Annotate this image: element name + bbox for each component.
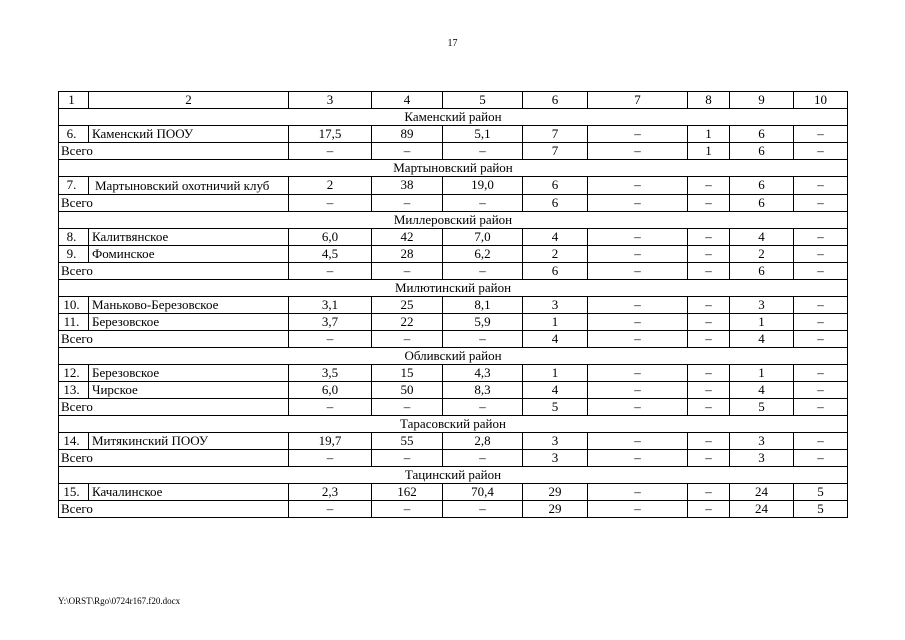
total-cell-c8: – xyxy=(688,501,730,518)
region-heading: Миллеровский район xyxy=(59,212,848,229)
total-row xyxy=(59,399,848,416)
value-cell-c7: – xyxy=(588,229,688,246)
total-cell-c8: – xyxy=(688,450,730,467)
total-cell-c5: – xyxy=(443,263,523,280)
value-cell-c4: 50 xyxy=(372,382,443,399)
value-cell-c5: 5,9 xyxy=(443,314,523,331)
total-label: Всего xyxy=(59,263,289,280)
total-cell-c5: – xyxy=(443,501,523,518)
value-cell-c3: 6,0 xyxy=(289,229,372,246)
table-row xyxy=(59,297,848,314)
total-cell-c3: – xyxy=(289,195,372,212)
total-cell-c7: – xyxy=(588,195,688,212)
value-cell-c3: 3,7 xyxy=(289,314,372,331)
column-number-cell: 1 xyxy=(59,92,89,109)
total-cell-c6: 29 xyxy=(523,501,588,518)
region-row xyxy=(59,280,848,297)
value-cell-c10: – xyxy=(794,246,848,263)
value-cell-c5: 2,8 xyxy=(443,433,523,450)
region-heading: Мартыновский район xyxy=(59,160,848,177)
row-number: 7. xyxy=(59,177,89,195)
total-cell-c5: – xyxy=(443,195,523,212)
total-label: Всего xyxy=(59,143,289,160)
value-cell-c10: – xyxy=(794,433,848,450)
column-number-cell: 2 xyxy=(89,92,289,109)
total-cell-c10: – xyxy=(794,399,848,416)
table-row xyxy=(59,246,848,263)
value-cell-c3: 2,3 xyxy=(289,484,372,501)
total-cell-c3: – xyxy=(289,450,372,467)
total-cell-c4: – xyxy=(372,195,443,212)
value-cell-c5: 6,2 xyxy=(443,246,523,263)
total-cell-c5: – xyxy=(443,450,523,467)
value-cell-c8: – xyxy=(688,433,730,450)
table-row xyxy=(59,314,848,331)
value-cell-c4: 25 xyxy=(372,297,443,314)
value-cell-c8: – xyxy=(688,177,730,195)
value-cell-c10: – xyxy=(794,177,848,195)
total-cell-c3: – xyxy=(289,501,372,518)
total-row xyxy=(59,263,848,280)
total-cell-c6: 6 xyxy=(523,195,588,212)
total-row xyxy=(59,143,848,160)
value-cell-c7: – xyxy=(588,314,688,331)
value-cell-c3: 3,5 xyxy=(289,365,372,382)
value-cell-c10: – xyxy=(794,229,848,246)
value-cell-c8: – xyxy=(688,314,730,331)
column-number-row xyxy=(59,92,848,109)
value-cell-c9: 24 xyxy=(730,484,794,501)
total-cell-c10: – xyxy=(794,195,848,212)
column-number-cell: 4 xyxy=(372,92,443,109)
site-name: Фоминское xyxy=(89,246,289,263)
value-cell-c8: – xyxy=(688,365,730,382)
value-cell-c8: 1 xyxy=(688,126,730,143)
region-heading: Тарасовский район xyxy=(59,416,848,433)
value-cell-c8: – xyxy=(688,229,730,246)
region-row xyxy=(59,160,848,177)
total-cell-c10: 5 xyxy=(794,501,848,518)
value-cell-c9: 6 xyxy=(730,177,794,195)
total-cell-c7: – xyxy=(588,331,688,348)
value-cell-c3: 2 xyxy=(289,177,372,195)
total-cell-c10: – xyxy=(794,450,848,467)
total-cell-c7: – xyxy=(588,501,688,518)
column-number-cell: 9 xyxy=(730,92,794,109)
value-cell-c4: 162 xyxy=(372,484,443,501)
total-label: Всего xyxy=(59,195,289,212)
total-cell-c3: – xyxy=(289,263,372,280)
site-name: Чирское xyxy=(89,382,289,399)
total-cell-c9: 5 xyxy=(730,399,794,416)
total-cell-c4: – xyxy=(372,331,443,348)
total-cell-c9: 24 xyxy=(730,501,794,518)
total-cell-c9: 6 xyxy=(730,263,794,280)
value-cell-c4: 28 xyxy=(372,246,443,263)
value-cell-c6: 1 xyxy=(523,314,588,331)
value-cell-c6: 4 xyxy=(523,382,588,399)
region-row xyxy=(59,467,848,484)
site-name: Березовское xyxy=(89,314,289,331)
column-number-cell: 5 xyxy=(443,92,523,109)
total-cell-c3: – xyxy=(289,399,372,416)
table-row xyxy=(59,365,848,382)
value-cell-c4: 55 xyxy=(372,433,443,450)
value-cell-c3: 17,5 xyxy=(289,126,372,143)
total-cell-c3: – xyxy=(289,143,372,160)
table-row xyxy=(59,126,848,143)
region-row xyxy=(59,416,848,433)
total-cell-c4: – xyxy=(372,143,443,160)
total-row xyxy=(59,195,848,212)
value-cell-c4: 89 xyxy=(372,126,443,143)
value-cell-c10: – xyxy=(794,297,848,314)
value-cell-c7: – xyxy=(588,126,688,143)
region-heading: Милютинский район xyxy=(59,280,848,297)
value-cell-c10: 5 xyxy=(794,484,848,501)
total-cell-c8: – xyxy=(688,331,730,348)
table-body xyxy=(59,92,848,518)
total-label: Всего xyxy=(59,450,289,467)
value-cell-c3: 19,7 xyxy=(289,433,372,450)
row-number: 14. xyxy=(59,433,89,450)
value-cell-c9: 4 xyxy=(730,382,794,399)
value-cell-c9: 1 xyxy=(730,365,794,382)
footer-file-path: Y:\ORST\Rgo\0724r167.f20.docx xyxy=(58,596,181,606)
table-row xyxy=(59,484,848,501)
value-cell-c6: 3 xyxy=(523,433,588,450)
value-cell-c9: 4 xyxy=(730,229,794,246)
total-cell-c9: 4 xyxy=(730,331,794,348)
region-heading: Каменский район xyxy=(59,109,848,126)
site-name: Маньково-Березовское xyxy=(89,297,289,314)
total-cell-c9: 6 xyxy=(730,195,794,212)
site-name: Мартыновский охотничий клуб xyxy=(89,177,289,195)
site-name: Каменский ПООУ xyxy=(89,126,289,143)
row-number: 10. xyxy=(59,297,89,314)
site-name: Митякинский ПООУ xyxy=(89,433,289,450)
row-number: 8. xyxy=(59,229,89,246)
total-cell-c6: 7 xyxy=(523,143,588,160)
value-cell-c7: – xyxy=(588,246,688,263)
row-number: 13. xyxy=(59,382,89,399)
total-cell-c9: 3 xyxy=(730,450,794,467)
total-cell-c10: – xyxy=(794,263,848,280)
table-row xyxy=(59,433,848,450)
total-cell-c10: – xyxy=(794,331,848,348)
total-cell-c3: – xyxy=(289,331,372,348)
total-cell-c4: – xyxy=(372,450,443,467)
site-name: Калитвянское xyxy=(89,229,289,246)
value-cell-c5: 19,0 xyxy=(443,177,523,195)
total-cell-c6: 6 xyxy=(523,263,588,280)
table-row xyxy=(59,382,848,399)
value-cell-c4: 38 xyxy=(372,177,443,195)
value-cell-c5: 7,0 xyxy=(443,229,523,246)
total-row xyxy=(59,450,848,467)
value-cell-c9: 3 xyxy=(730,297,794,314)
total-cell-c7: – xyxy=(588,143,688,160)
total-cell-c6: 4 xyxy=(523,331,588,348)
value-cell-c9: 2 xyxy=(730,246,794,263)
total-cell-c7: – xyxy=(588,399,688,416)
value-cell-c3: 6,0 xyxy=(289,382,372,399)
site-name: Качалинское xyxy=(89,484,289,501)
total-cell-c10: – xyxy=(794,143,848,160)
total-cell-c5: – xyxy=(443,143,523,160)
site-name: Березовское xyxy=(89,365,289,382)
region-heading: Тацинский район xyxy=(59,467,848,484)
value-cell-c8: – xyxy=(688,484,730,501)
value-cell-c8: – xyxy=(688,382,730,399)
value-cell-c10: – xyxy=(794,382,848,399)
value-cell-c5: 4,3 xyxy=(443,365,523,382)
column-number-cell: 3 xyxy=(289,92,372,109)
value-cell-c7: – xyxy=(588,433,688,450)
total-cell-c8: – xyxy=(688,195,730,212)
region-row xyxy=(59,212,848,229)
total-cell-c6: 3 xyxy=(523,450,588,467)
data-table xyxy=(58,91,848,518)
row-number: 12. xyxy=(59,365,89,382)
row-number: 6. xyxy=(59,126,89,143)
value-cell-c6: 7 xyxy=(523,126,588,143)
value-cell-c5: 8,1 xyxy=(443,297,523,314)
total-cell-c4: – xyxy=(372,501,443,518)
total-row xyxy=(59,501,848,518)
total-cell-c4: – xyxy=(372,263,443,280)
value-cell-c4: 22 xyxy=(372,314,443,331)
value-cell-c6: 6 xyxy=(523,177,588,195)
region-heading: Обливский район xyxy=(59,348,848,365)
total-cell-c6: 5 xyxy=(523,399,588,416)
value-cell-c6: 4 xyxy=(523,229,588,246)
value-cell-c5: 8,3 xyxy=(443,382,523,399)
total-cell-c7: – xyxy=(588,450,688,467)
region-row xyxy=(59,109,848,126)
total-label: Всего xyxy=(59,399,289,416)
value-cell-c7: – xyxy=(588,177,688,195)
value-cell-c6: 3 xyxy=(523,297,588,314)
value-cell-c6: 29 xyxy=(523,484,588,501)
value-cell-c5: 5,1 xyxy=(443,126,523,143)
value-cell-c6: 2 xyxy=(523,246,588,263)
value-cell-c7: – xyxy=(588,297,688,314)
table-row xyxy=(59,229,848,246)
value-cell-c3: 3,1 xyxy=(289,297,372,314)
column-number-cell: 7 xyxy=(588,92,688,109)
table-row xyxy=(59,177,848,195)
value-cell-c9: 3 xyxy=(730,433,794,450)
value-cell-c3: 4,5 xyxy=(289,246,372,263)
value-cell-c10: – xyxy=(794,126,848,143)
value-cell-c8: – xyxy=(688,246,730,263)
value-cell-c10: – xyxy=(794,314,848,331)
value-cell-c4: 15 xyxy=(372,365,443,382)
total-cell-c8: – xyxy=(688,263,730,280)
value-cell-c5: 70,4 xyxy=(443,484,523,501)
total-cell-c8: 1 xyxy=(688,143,730,160)
total-cell-c7: – xyxy=(588,263,688,280)
value-cell-c8: – xyxy=(688,297,730,314)
value-cell-c4: 42 xyxy=(372,229,443,246)
total-cell-c9: 6 xyxy=(730,143,794,160)
column-number-cell: 6 xyxy=(523,92,588,109)
value-cell-c6: 1 xyxy=(523,365,588,382)
total-cell-c5: – xyxy=(443,331,523,348)
region-row xyxy=(59,348,848,365)
value-cell-c9: 1 xyxy=(730,314,794,331)
column-number-cell: 10 xyxy=(794,92,848,109)
value-cell-c10: – xyxy=(794,365,848,382)
total-label: Всего xyxy=(59,331,289,348)
column-number-cell: 8 xyxy=(688,92,730,109)
page-number: 17 xyxy=(447,38,458,49)
total-cell-c4: – xyxy=(372,399,443,416)
value-cell-c7: – xyxy=(588,382,688,399)
value-cell-c7: – xyxy=(588,484,688,501)
row-number: 9. xyxy=(59,246,89,263)
total-row xyxy=(59,331,848,348)
total-label: Всего xyxy=(59,501,289,518)
total-cell-c5: – xyxy=(443,399,523,416)
row-number: 11. xyxy=(59,314,89,331)
total-cell-c8: – xyxy=(688,399,730,416)
value-cell-c9: 6 xyxy=(730,126,794,143)
row-number: 15. xyxy=(59,484,89,501)
value-cell-c7: – xyxy=(588,365,688,382)
